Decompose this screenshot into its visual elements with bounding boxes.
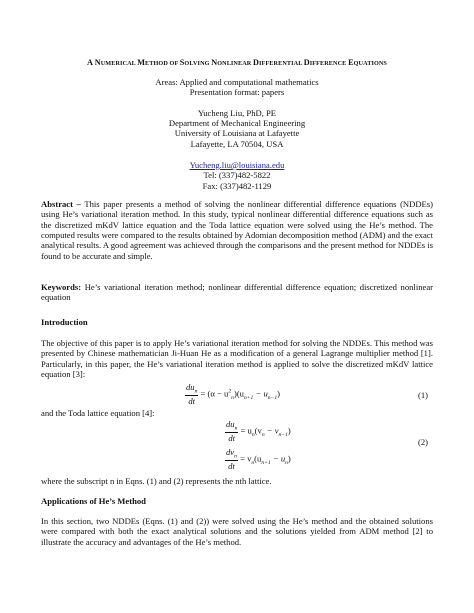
equation-1: $\frac{du_n}{dt}$ = $(\alpha - u^2_n)(u_{n+1} - u_{n-1})$	[186, 382, 281, 407]
where-line: where the subscript n in Eqns. (1) and (2) represents the nth lattice.	[41, 476, 272, 486]
format-line: Presentation format: papers	[189, 87, 285, 97]
author-name: Yucheng Liu, PhD, PE	[197, 108, 277, 118]
applications-heading: Applications of He’s Method	[41, 496, 146, 506]
abstract-label: Abstract –	[41, 199, 85, 209]
equation-2-number: (2)	[418, 437, 429, 447]
department: Department of Mechanical Engineering	[168, 118, 306, 128]
university: University of Louisiana at Lafayette	[174, 128, 300, 138]
equation-1-number: (1)	[418, 390, 429, 400]
areas-line: Areas: Applied and computational mathematics	[155, 77, 319, 87]
keywords-paragraph	[41, 282, 433, 303]
fax-line: Fax: (337)482-1129	[202, 181, 272, 191]
address: Lafayette, LA 70504, USA	[190, 139, 284, 149]
intro-heading: Introduction	[41, 317, 88, 327]
equation-2b: $\frac{dv_n}{dt}$ = $v_n(u_{n+1} - u_n)$	[226, 447, 291, 472]
abstract-text: This paper presents a method of solving the nonlinear differential difference equations (NDDEs) using He’s variational iteration method. In this study, typical nonlinear differential difference equations such as the discretized mKdV lattice equation and the Toda lattice equation were solved using the He’s method. The computed results were compared to the results obtained by Adomian decomposition method (ADM) and the exact analytical results. A good agreement was achieved through the comparisons and the present method for NDDEs is found to be accurate and simple.	[41, 199, 433, 261]
keywords-text: He’s variational iteration method; nonlinear differential difference equation; discretized nonlinear equation	[41, 282, 433, 303]
paper-title: A NUMERICAL METHOD OF SOLVING NONLINEAR DIFFERENTIAL DIFFERENCE EQUATIONS	[87, 58, 387, 67]
tel-line: Tel: (337)482-5822	[203, 170, 271, 180]
intro-paragraph: The objective of this paper is to apply He’s variational iteration method for solving the NDDEs. This method was presented by Chinese mathematician Ji-Huan He as a modification of a general Lagrange multiplier method [1]. Particularly, in this paper, the He’s variational iteration method is applied to solve the discretized mKdV lattice equation [3]:	[41, 338, 433, 379]
email-line	[0, 160, 474, 170]
abstract-paragraph	[41, 199, 433, 261]
keywords-label: Keywords:	[41, 282, 85, 292]
equation-2a: $\frac{du_n}{dt}$ = $u_n(v_n - v_{n-1})$	[226, 419, 291, 444]
email-link[interactable]: Yucheng.liu@louisiana.edu	[189, 160, 285, 170]
applications-paragraph: In this section, two NDDEs (Eqns. (1) and (2)) were solved using the He’s method and the obtained solutions were compared with both the exact analytical solutions and the solutions yielded from ADM method [2] to illustrate the accuracy and advantages of the He’s method.	[41, 516, 433, 547]
toda-intro-line: and the Toda lattice equation [4]:	[41, 408, 155, 418]
